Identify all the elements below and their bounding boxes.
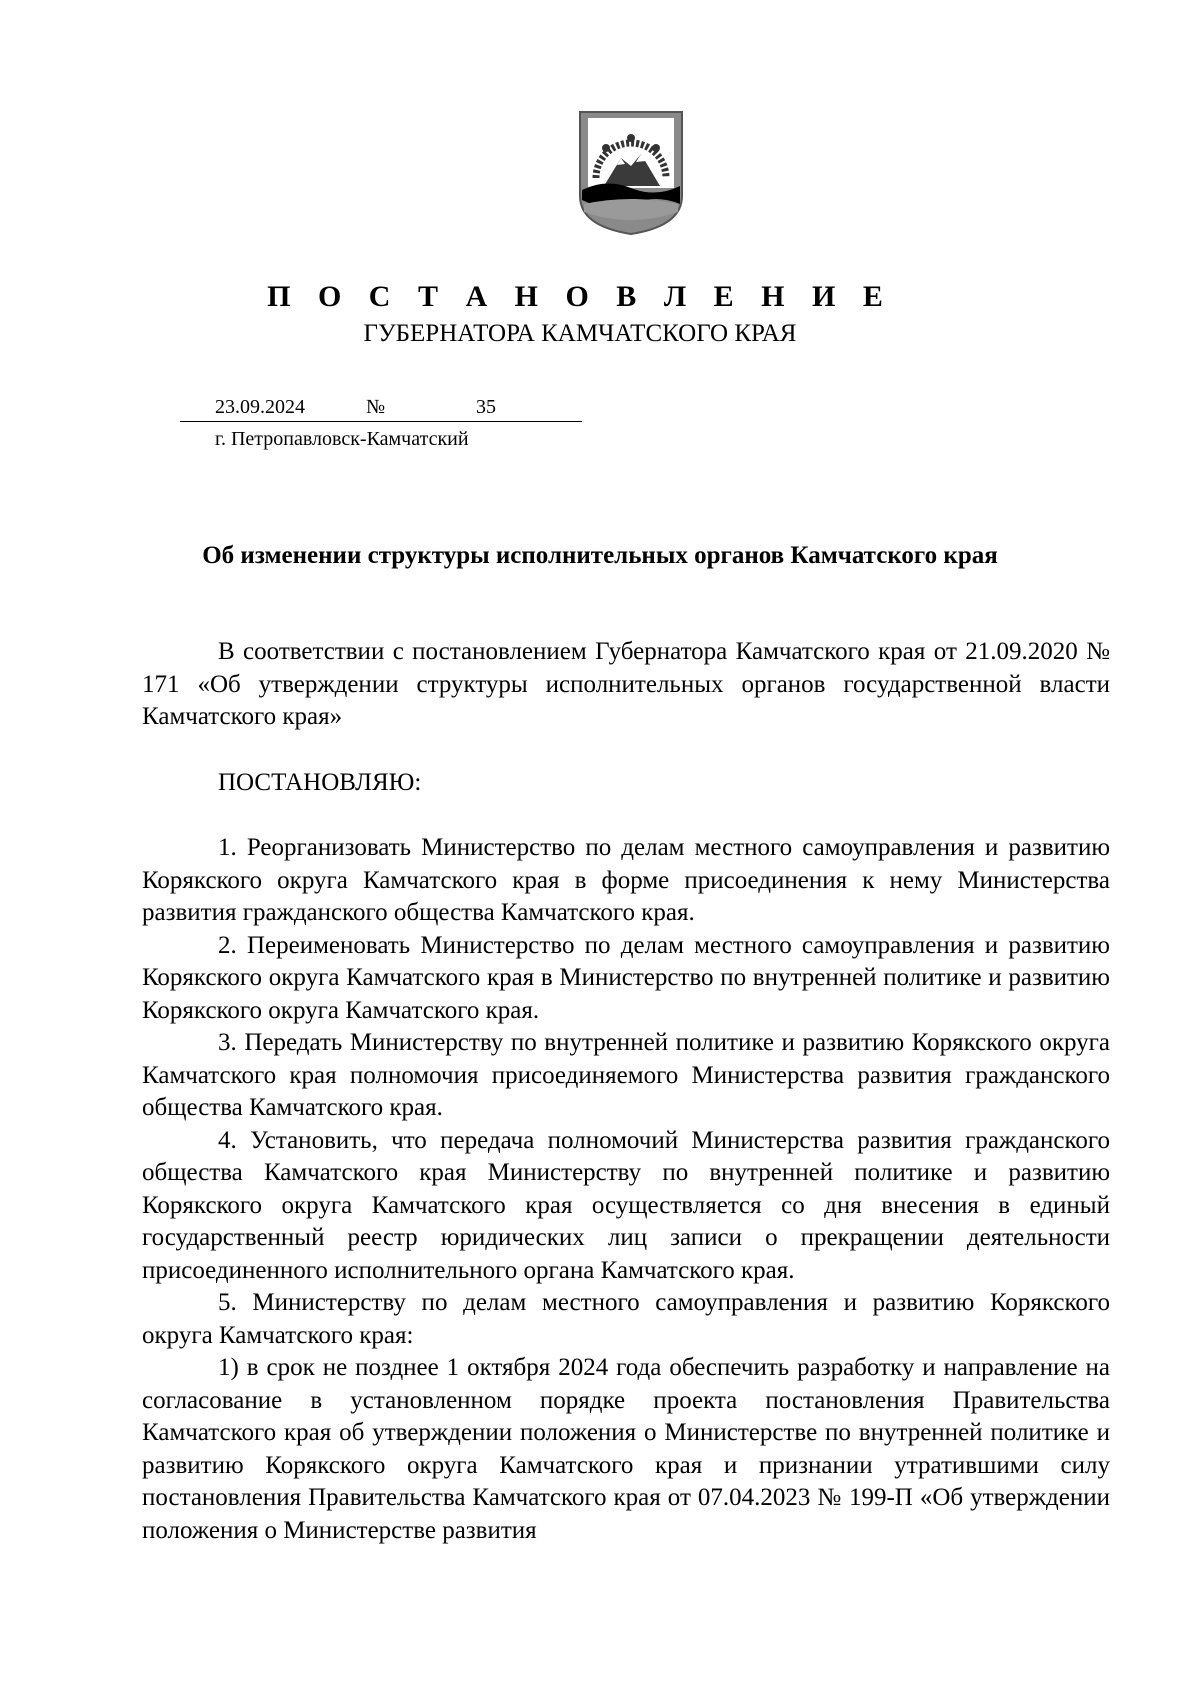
document-title: П О С Т А Н О В Л Е Н И Е [267, 280, 893, 313]
date-number-line [180, 393, 582, 422]
document-body [142, 636, 1110, 1547]
paragraph-subitem-5-1: 1) в срок не позднее 1 октября 2024 года обеспечить разработку и направление на согласование в установленном порядке проекта постановления Правительства Камчатского края об утверждении положения о Министерстве по внутренней политике и развитию Корякского округа Камчатского края и признании утратившими силу постановления Правительства Камчатского края от 07.04.2023 № 199-П «Об утверждении положения о Министерстве развития [142, 1354, 1110, 1544]
preamble-paragraph: В соответствии с постановлением Губернатора Камчатского края от 21.09.2020 № 171 «Об утверждении структуры исполнительных органов государственной власти Камчатского края» [142, 638, 1110, 730]
paragraph-item-2: 2. Переименовать Министерство по делам местного самоуправления и развитию Корякского округа Камчатского края в Министерство по внутренней политике и развитию Корякского округа Камчатского края. [142, 931, 1110, 1024]
number-sign: № [366, 396, 386, 418]
document-number: 35 [476, 396, 496, 418]
paragraph-item-1: 1. Реорганизовать Министерство по делам местного самоуправления и развитию Корякского округа Камчатского края в форме присоединения к нему Министерства развития гражданского общества Камчатского края. [142, 834, 1110, 926]
paragraph-item-3: 3. Передать Министерству по внутренней политике и развитию Корякского округа Камчатского края полномочия присоединяемого Министерства развития гражданского общества Камчатского края. [142, 1029, 1110, 1121]
document-date: 23.09.2024 [215, 396, 305, 418]
document-subtitle: ГУБЕРНАТОРА КАМЧАТСКОГО КРАЯ [363, 320, 797, 347]
document-heading: Об изменении структуры исполнительных органов Камчатского края [202, 542, 998, 569]
coat-of-arms-icon [576, 108, 686, 238]
decree-word: ПОСТАНОВЛЯЮ: [218, 768, 422, 796]
paragraph-item-4: 4. Установить, что передача полномочий Министерства развития гражданского общества Камчатского края Министерству по внутренней политике и развитию Корякского округа Камчатского края осуществляется со дня внесения в единый государственный реестр юридических лиц записи о прекращении деятельности присоединенного исполнительного органа Камчатского края. [142, 1126, 1110, 1284]
paragraph-item-5: 5. Министерству по делам местного самоуправления и развитию Корякского округа Камчатского края: [142, 1289, 1110, 1349]
document-city: г. Петропавловск-Камчатский [215, 428, 469, 450]
